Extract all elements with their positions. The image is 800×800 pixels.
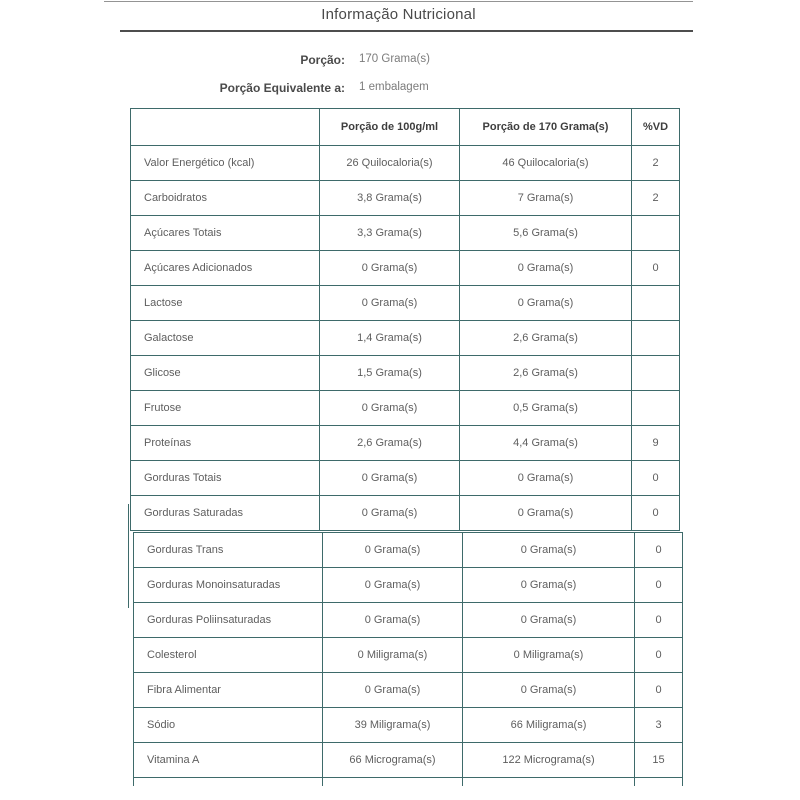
nutrition-table-main bbox=[130, 108, 680, 531]
table-row bbox=[131, 286, 680, 321]
nutrient-value-cell: 0 Grama(s) bbox=[323, 673, 463, 708]
nutrient-name-cell bbox=[134, 778, 323, 787]
table-row bbox=[131, 181, 680, 216]
nutrient-name-cell: Frutose bbox=[131, 391, 320, 426]
table-row bbox=[131, 426, 680, 461]
table-row bbox=[131, 496, 680, 531]
nutrient-value-cell: 0 Grama(s) bbox=[320, 391, 460, 426]
table-row bbox=[134, 603, 683, 638]
title-wrap bbox=[104, 6, 693, 24]
vd-value-cell: 0 bbox=[635, 673, 683, 708]
table-row bbox=[134, 638, 683, 673]
table-row bbox=[131, 146, 680, 181]
vd-value-cell bbox=[632, 356, 680, 391]
nutrient-value-cell: 2,6 Grama(s) bbox=[460, 356, 632, 391]
nutrient-name-cell: Gorduras Monoinsaturadas bbox=[134, 568, 323, 603]
table-row bbox=[131, 216, 680, 251]
vd-value-cell: 0 bbox=[635, 533, 683, 568]
table-header-row bbox=[131, 109, 680, 146]
vd-value-cell: 0 bbox=[632, 461, 680, 496]
nutrient-name-cell: Fibra Alimentar bbox=[134, 673, 323, 708]
top-divider bbox=[104, 1, 693, 2]
portion-equivalent-label: Porção Equivalente a: bbox=[219, 81, 345, 95]
nutrient-value-cell: 0 Grama(s) bbox=[320, 496, 460, 531]
vd-value-cell: 3 bbox=[635, 708, 683, 743]
nutrient-value-cell: 0 Grama(s) bbox=[463, 533, 635, 568]
nutrient-name-cell: Carboidratos bbox=[131, 181, 320, 216]
table-row bbox=[134, 708, 683, 743]
nutrient-value-cell: 0 Grama(s) bbox=[463, 673, 635, 708]
table-row bbox=[131, 461, 680, 496]
nutrient-value-cell: 0 Grama(s) bbox=[323, 568, 463, 603]
table-row bbox=[134, 778, 683, 787]
vd-value-cell: 0 bbox=[632, 251, 680, 286]
nutrient-value-cell: 0 Grama(s) bbox=[463, 603, 635, 638]
table-row bbox=[134, 533, 683, 568]
nutrient-name-cell: Galactose bbox=[131, 321, 320, 356]
vd-value-cell bbox=[632, 286, 680, 321]
table-row bbox=[134, 673, 683, 708]
nutrient-value-cell: 0 Grama(s) bbox=[463, 568, 635, 603]
nutrient-name-cell: Proteínas bbox=[131, 426, 320, 461]
nutrition-table-secondary-clip bbox=[133, 532, 685, 786]
nutrient-value-cell: 0 Grama(s) bbox=[320, 286, 460, 321]
portion-value: 170 Grama(s) bbox=[359, 53, 430, 65]
header-cell-blank bbox=[131, 109, 320, 146]
nutrient-name-cell: Gorduras Saturadas bbox=[131, 496, 320, 531]
nutrient-value-cell: 0 Grama(s) bbox=[320, 251, 460, 286]
vd-value-cell: 2 bbox=[632, 146, 680, 181]
nutrient-value-cell: 0 Miligrama(s) bbox=[463, 638, 635, 673]
nutrient-name-cell: Sódio bbox=[134, 708, 323, 743]
nutrient-value-cell: 1,5 Grama(s) bbox=[320, 356, 460, 391]
nutrient-value-cell: 0,5 Grama(s) bbox=[460, 391, 632, 426]
vd-value-cell bbox=[632, 391, 680, 426]
nutrient-name-cell: Colesterol bbox=[134, 638, 323, 673]
nutrient-name-cell: Gorduras Trans bbox=[134, 533, 323, 568]
table-row bbox=[134, 743, 683, 778]
vd-value-cell bbox=[632, 321, 680, 356]
nutrient-name-cell: Açúcares Adicionados bbox=[131, 251, 320, 286]
table-row bbox=[131, 321, 680, 356]
nutrition-table-secondary bbox=[133, 532, 683, 786]
vd-value-cell: 0 bbox=[635, 603, 683, 638]
vd-value-cell: 15 bbox=[635, 743, 683, 778]
nutrient-value-cell: 2,6 Grama(s) bbox=[460, 321, 632, 356]
portion-label: Porção: bbox=[300, 53, 345, 67]
nutrient-value-cell: 7 Grama(s) bbox=[460, 181, 632, 216]
vd-value-cell: 0 bbox=[632, 496, 680, 531]
nutrient-value-cell: 0 Grama(s) bbox=[460, 251, 632, 286]
nutrient-name-cell: Gorduras Totais bbox=[131, 461, 320, 496]
nutrient-value-cell: 66 Miligrama(s) bbox=[463, 708, 635, 743]
nutrient-value-cell: 122 Micrograma(s) bbox=[463, 743, 635, 778]
nutrient-value-cell: 26 Quilocaloria(s) bbox=[320, 146, 460, 181]
nutrient-value-cell: 39 Miligrama(s) bbox=[323, 708, 463, 743]
nutrient-value-cell: 0 Grama(s) bbox=[320, 461, 460, 496]
page-title: Informação Nutricional bbox=[321, 6, 476, 23]
portion-equivalent-value: 1 embalagem bbox=[359, 81, 429, 93]
nutrient-value-cell: 1,4 Grama(s) bbox=[320, 321, 460, 356]
vd-value-cell bbox=[635, 778, 683, 787]
table-border-artifact bbox=[128, 504, 129, 608]
vd-value-cell: 0 bbox=[635, 568, 683, 603]
nutrient-value-cell: 0 Grama(s) bbox=[460, 286, 632, 321]
vd-value-cell: 0 bbox=[635, 638, 683, 673]
table-row bbox=[131, 356, 680, 391]
vd-value-cell: 9 bbox=[632, 426, 680, 461]
nutrient-value-cell: 0 Grama(s) bbox=[460, 496, 632, 531]
table-row bbox=[134, 568, 683, 603]
nutrient-value-cell bbox=[463, 778, 635, 787]
nutrient-value-cell bbox=[323, 778, 463, 787]
nutrient-value-cell: 0 Grama(s) bbox=[460, 461, 632, 496]
nutrient-name-cell: Gorduras Poliinsaturadas bbox=[134, 603, 323, 638]
nutrient-value-cell: 3,8 Grama(s) bbox=[320, 181, 460, 216]
nutrient-value-cell: 2,6 Grama(s) bbox=[320, 426, 460, 461]
nutrient-value-cell: 0 Grama(s) bbox=[323, 603, 463, 638]
header-cell-per-100g: Porção de 100g/ml bbox=[320, 109, 460, 146]
title-underline bbox=[120, 30, 693, 32]
nutrient-name-cell: Lactose bbox=[131, 286, 320, 321]
vd-value-cell bbox=[632, 216, 680, 251]
nutrient-value-cell: 4,4 Grama(s) bbox=[460, 426, 632, 461]
table-row bbox=[131, 251, 680, 286]
nutrient-value-cell: 66 Micrograma(s) bbox=[323, 743, 463, 778]
vd-value-cell: 2 bbox=[632, 181, 680, 216]
header-cell-vd: %VD bbox=[632, 109, 680, 146]
nutrient-name-cell: Açúcares Totais bbox=[131, 216, 320, 251]
header-cell-per-portion: Porção de 170 Grama(s) bbox=[460, 109, 632, 146]
nutrient-name-cell: Vitamina A bbox=[134, 743, 323, 778]
nutrient-name-cell: Valor Energético (kcal) bbox=[131, 146, 320, 181]
nutrient-value-cell: 3,3 Grama(s) bbox=[320, 216, 460, 251]
nutrient-value-cell: 5,6 Grama(s) bbox=[460, 216, 632, 251]
table-row bbox=[131, 391, 680, 426]
nutrient-name-cell: Glicose bbox=[131, 356, 320, 391]
nutrient-value-cell: 46 Quilocaloria(s) bbox=[460, 146, 632, 181]
nutrient-value-cell: 0 Miligrama(s) bbox=[323, 638, 463, 673]
nutrient-value-cell: 0 Grama(s) bbox=[323, 533, 463, 568]
